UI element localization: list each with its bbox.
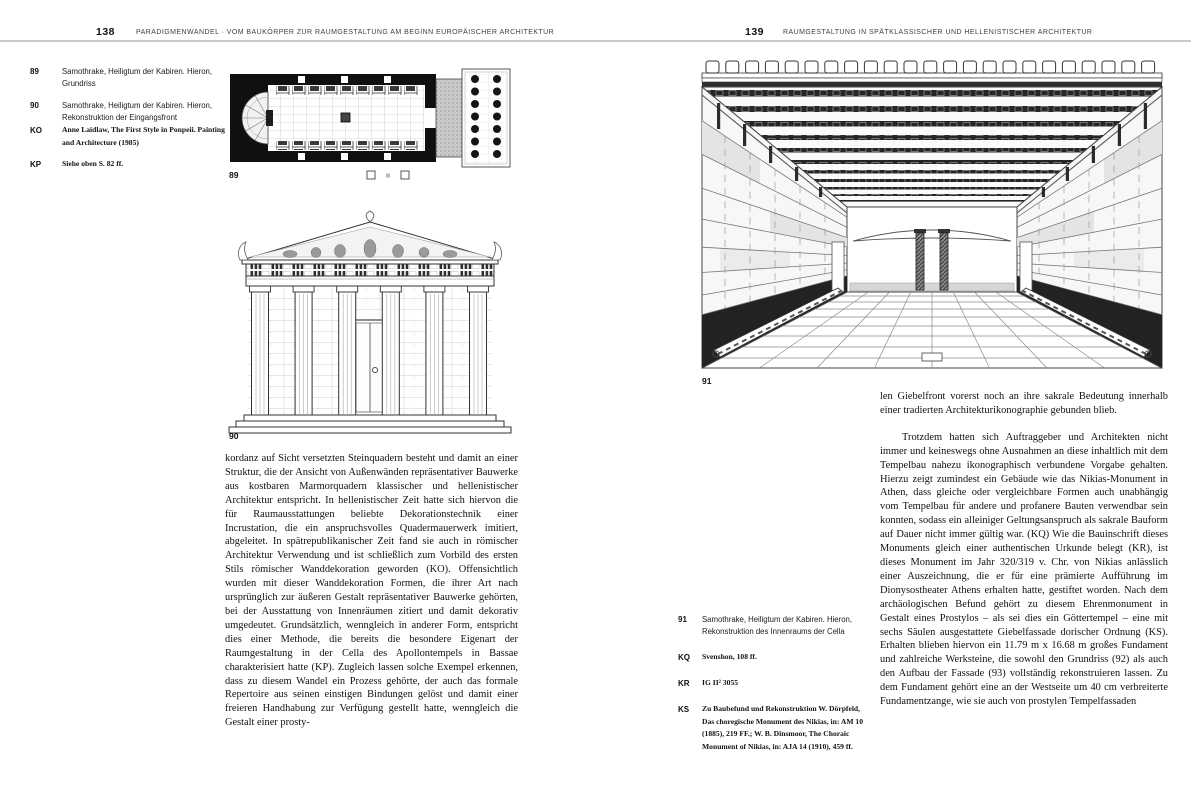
margin-note-id: 89 [30,67,39,76]
reference-note-KP: Siehe oben S. 82 ff. [62,159,124,168]
left-page-number: 138 [96,26,116,38]
reference-note-KS: Zu Baubefund und Rekonstruktion W. Dörpfeld, Das choregische Monument des Nikias, in: AM 10 (1885), 219 FF.; W. B. Dinsmoor, The Choraic Monument of Nikias, in: AJA 14 (1910), 459 ff. [702,704,864,751]
margin-note-id: 90 [30,101,39,110]
left-body-text [225,452,518,730]
right-body-text [880,390,1168,709]
figure-caption-89: Samothrake, Heiligtum der Kabiren. Hieron, Grundriss [62,67,212,88]
margin-note-id: KR [678,679,690,688]
figure-caption-90: Samothrake, Heiligtum der Kabiren. Hieron, Rekonstruktion der Eingangsfront [62,101,212,122]
reference-note-KO: Anne Laidlaw, The First Style in Ponpeii. Painting and Architecture (1985) [62,125,225,147]
margin-note-id: KO [30,126,42,135]
figure-89-label: 89 [229,170,239,180]
left-body-paragraph: kordanz auf Sicht versetzten Steinquadern besteht und damit an einer Struktur, die der Ansicht von Außenwänden repräsentativer Bauwerke aus kostbaren Marmorquadern klassischer und hellenistischer Architektur entspricht. In hellenistischer Zeit hatte sich hiervon die für Raumausstattungen beliebte Dekorationstechnik einer Incrustation, die ein anspruchsvolles Quadermauerwerk imitiert, abgeleitet. In spätrepublikanischer Zeit fand sie auch in römischer Architektur Verwendung und ist schließlich zum Vorbild des ersten Stils römischer Wanddekoration geworden (KO). Offensichtlich wurden mit dieser Wanddekoration Formen, die ihrer Art nach ursprünglich zur äußeren Gestalt repräsentativer Bauwerke gehörten, bei der Ausstattung von Innenräumen zitiert und damit dekorativ umgedeutet. Grundsätzlich, wenngleich in anderer Form, entspricht dies einer Methode, die bereits die besondere Eigenart der Raumgestaltung in der Cella des Apollontempels in Bassae charakterisiert hatte (KP). Zugleich lassen solche Exempel erkennen, dass zu diesem Wandel ein Prozess gehörte, der auch das formale Repertoire aus seinen einstigen Bindungen gelöst und damit einer freieren Handhabung zur Verfügung gestellt hatte, wenngleich die Gestalt einer prosty- [225,453,518,729]
figure-90-label: 90 [229,431,239,441]
right-running-head: RAUMGESTALTUNG IN SPÄTKLASSISCHER UND HELLENISTISCHER ARCHITEKTUR [783,29,1093,36]
figure-91-label: 91 [702,376,712,386]
figure-caption-91: Samothrake, Heiligtum der Kabiren. Hieron, Rekonstruktion des Innenraums der Cella [702,615,852,636]
margin-note-id: KS [678,705,690,714]
right-body-paragraph-2: Trotzdem hatten sich Auftraggeber und Architekten nicht immer und keineswegs ohne Ausnahmen an diese inhaltlich mit dem Tempelbau nahezu ikonographisch verbundene Vorgabe gehalten. Hierzu zeigt zumindest ein Gebäude wie das Nikias-Monument in Athen, dass gleiche oder vergleichbare Formen auch unabhängig vom Tempelbau für andere und profanere Bauten verwendbar sein konnten, sodass ein alleiniger Geltungsanspruch als sakrale Bauform auf Dauer nicht immer gültig war. (KQ) Wie die Bauinschrift dieses Monuments gleich einer authentischen Urkunde belegt (KR), ist dieses Monument im Jahr 320/319 v. Chr. von Nikias anlässlich einer Auszeichnung, die er für eine prämierte Aufführung im Dionysostheater Athens erhalten hatte, gestiftet worden. Nach dem archäologischen Befund gehört zu diesem Ehrenmonument in Gestalt eines Prostylos – als sei dies ein Göttertempel – eine mit sechs Säulen ausgestattete Giebelfassade dorischer Ordnung (KS). Erhalten blieben hiervon ein 11.79 m x 16.68 m großes Fundament und zahlreiche Werksteine, die sowohl den Grundriss (92) als auch den Aufbau der Fassade (93) vollständig rekonstruieren lassen. Zu dem Fundament gehört eine an der Westseite um 40 cm verbreiterte Fundamentzange, wie sie auch von prostylen Tempelfassaden [880,431,1168,708]
figure-89-plan-drawing [228,66,512,170]
reference-note-KR: IG II² 3055 [702,678,739,687]
left-running-head: PARADIGMENWANDEL · VOM BAUKÖRPER ZUR RAUMGESTALTUNG AM BEGINN EUROPÄISCHER ARCHITEKTUR [136,29,555,36]
header-rule [0,40,1191,42]
margin-note-id: KQ [678,653,690,662]
figure-91-interior-drawing [700,57,1164,373]
reference-note-KQ: Svenshon, 108 ff. [702,652,757,661]
margin-note-id: KP [30,160,42,169]
scale-marker [366,169,410,181]
right-page-number: 139 [745,26,765,38]
figure-90-elevation-drawing [228,210,512,434]
margin-note-id: 91 [678,615,687,624]
right-body-paragraph-1: len Giebelfront vorerst noch an ihre sakrale Bedeutung innerhalb einer tradierten Architekturikonographie gebunden blieb. [880,391,1168,416]
